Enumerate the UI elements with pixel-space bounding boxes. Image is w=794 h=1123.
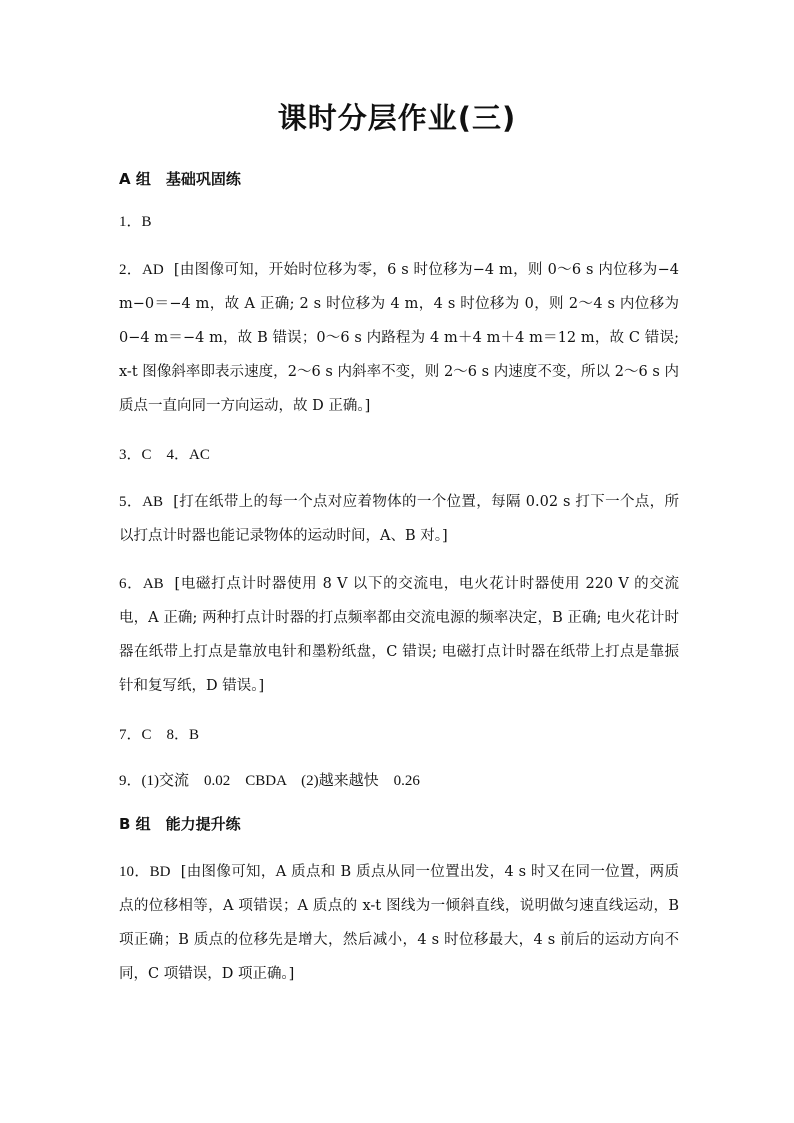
answer-10 [119,855,679,991]
answer-6-explanation: [电磁打点计时器使用 8 V 以下的交流电，电火花计时器使用 220 V 的交流电，A 正确; 两种打点计时器的打点频率都由交流电源的频率决定，B 正确; 电火花计时器在纸带上打点是靠放电针和墨粉纸盘，C 错误; 电磁打点计时器在纸带上打点是靠振针和复写纸，D 错误。] [119,576,679,694]
answer-7-8: 7．C 8．B [119,727,200,743]
answer-5 [119,485,679,553]
answer-2-label: 2．AD [119,262,164,278]
answer-6 [119,567,679,703]
answer-2-explanation: [由图像可知，开始时位移为零，6 s 时位移为−4 m，则 0～6 s 内位移为−4 m−0＝−4 m，故 A 正确; 2 s 时位移为 4 m，4 s 时位移为 0，则 2～4 s 内位移为 0−4 m＝−4 m，故 B 错误；0～6 s 内路程为 4 m＋4 m＋4 m＝12 m，故 C 错误; x-t 图像斜率即表示速度，2～6 s 内斜率不变，则 2～6 s 内速度不变，所以 2～6 s 内质点一直向同一方向运动，故 D 正确。] [119,262,679,414]
answer-5-label: 5．AB [119,494,164,510]
answer-1: 1．B [119,214,152,230]
page-title: 课时分层作业(三) [277,101,517,135]
answer-5-explanation: [打在纸带上的每一个点对应着物体的一个位置，每隔 0.02 s 打下一个点，所以打点计时器也能记录物体的运动时间，A、B 对。] [119,494,679,544]
answer-6-label: 6．AB [119,576,164,592]
answer-2 [119,253,679,423]
group-b-heading: B 组 能力提升练 [119,815,241,833]
answer-10-explanation: [由图像可知，A 质点和 B 质点从同一位置出发，4 s 时又在同一位置，两质点的位移相等，A 项错误；A 质点的 x-t 图线为一倾斜直线，说明做匀速直线运动，B 项正确；B 质点的位移先是增大，然后减小，4 s 时位移最大，4 s 前后的运动方向不同，C 项错误，D 项正确。] [119,864,679,982]
answer-10-label: 10．BD [119,864,171,880]
answer-3-4: 3．C 4．AC [119,447,210,463]
answer-9: 9．(1)交流 0.02 CBDA (2)越来越快 0.26 [119,773,420,789]
group-a-heading: A 组 基础巩固练 [119,170,241,188]
